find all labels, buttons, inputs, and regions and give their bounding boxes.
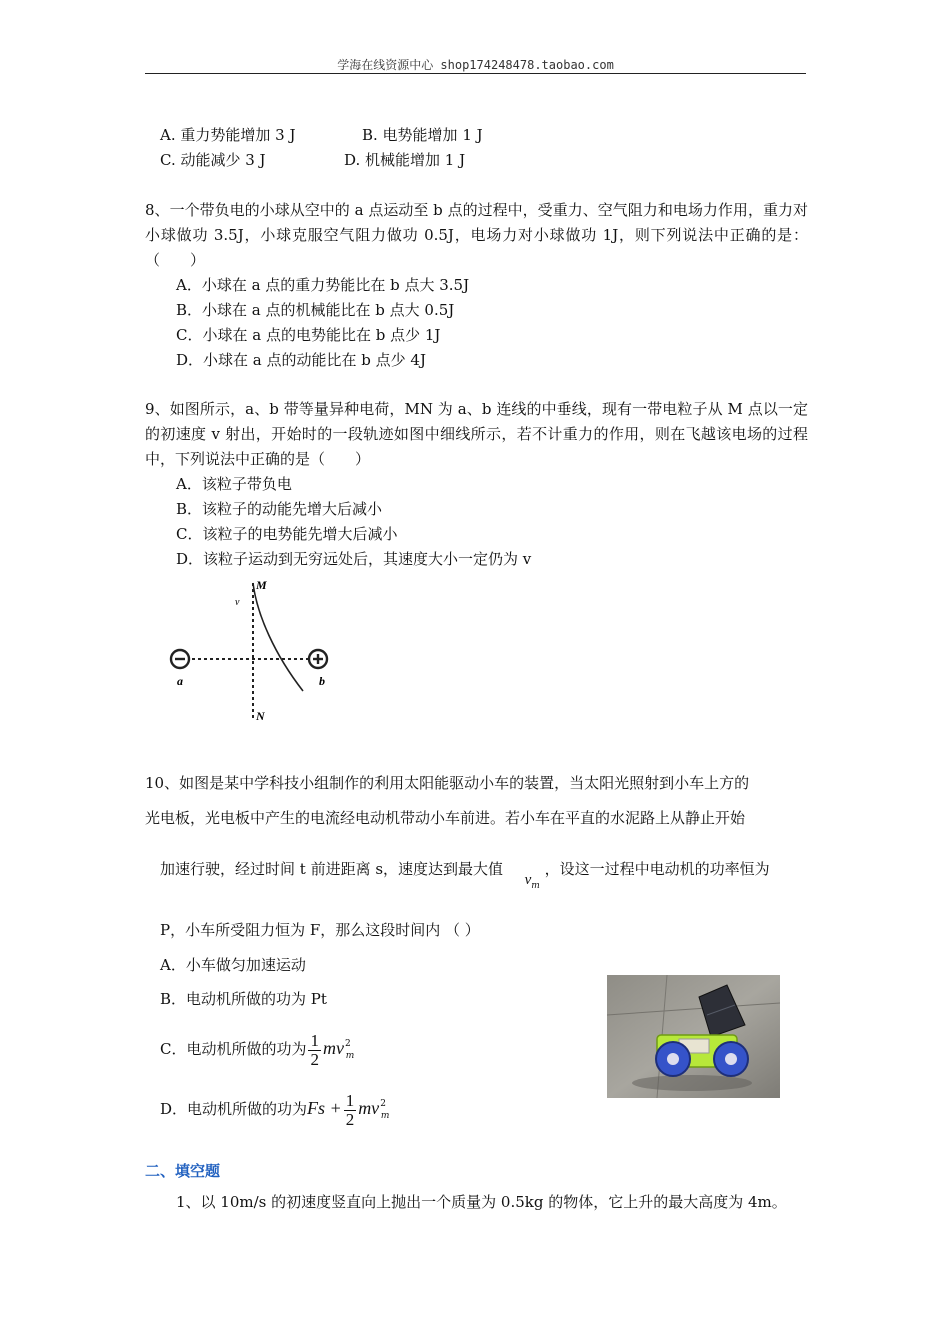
m-subscript: m bbox=[345, 1051, 355, 1061]
q10-option-d-text: D．电动机所做的功为 bbox=[160, 1100, 308, 1118]
q8-stem: 8、一个带负电的小球从空中的 a 点运动至 b 点的过程中，受重力、空气阻力和电场力作用，重力对小球做功 3.5J，小球克服空气阻力做功 0.5J，电场力对小球做功 1J，则下列说法中正确的是：（ ） bbox=[145, 201, 808, 269]
label-b: b bbox=[319, 674, 325, 688]
q7-option-d: D. 机械能增加 1 J bbox=[344, 151, 466, 169]
fs-plus-term: Fs + bbox=[307, 1098, 342, 1118]
particle-trajectory bbox=[253, 583, 303, 691]
label-m: M bbox=[256, 578, 267, 592]
section-title-fill-blank: 二、填空题 bbox=[145, 1162, 221, 1180]
frac-denominator-d: 2 bbox=[345, 1109, 355, 1129]
label-n: N bbox=[256, 709, 265, 723]
q10-option-a: A．小车做匀加速运动 bbox=[160, 956, 306, 974]
frac-numerator-d: 1 bbox=[345, 1090, 355, 1110]
q8-option-b: B．小球在 a 点的机械能比在 b 点大 0.5J bbox=[176, 301, 455, 319]
car-shadow bbox=[632, 1075, 752, 1091]
vm-subscript: m bbox=[531, 881, 540, 891]
q8-option-d: D．小球在 a 点的动能比在 b 点少 4J bbox=[176, 351, 426, 369]
mv-term: mv bbox=[322, 1038, 344, 1058]
m-subscript-d: m bbox=[380, 1111, 390, 1121]
vm-variable: v bbox=[524, 872, 532, 888]
q10-line-3-post: ，设这一过程中电动机的功率恒为 bbox=[544, 860, 770, 878]
q9-option-b: B．该粒子的动能先增大后减小 bbox=[176, 500, 383, 518]
q7-option-c: C. 动能减少 3 J bbox=[160, 151, 266, 169]
q10-line-2: 光电板，光电板中产生的电流经电动机带动小车前进。若小车在平直的水泥路上从静止开始 bbox=[145, 809, 746, 827]
q10-option-d bbox=[160, 1084, 389, 1136]
one-half-fraction bbox=[308, 1032, 321, 1069]
q8-option-a: A．小球在 a 点的重力势能比在 b 点大 3.5J bbox=[176, 276, 470, 294]
q9-option-a: A．该粒子带负电 bbox=[176, 475, 292, 493]
front-wheel-hub bbox=[667, 1053, 679, 1065]
mv-term-d: mv bbox=[358, 1098, 380, 1118]
label-v: v bbox=[235, 597, 240, 608]
page-header: 学海在线资源中心 shop174248478.taobao.com bbox=[337, 58, 614, 72]
q9-option-d: D．该粒子运动到无穷远处后，其速度大小一定仍为 v bbox=[176, 550, 532, 568]
q7-option-a: A. 重力势能增加 3 J bbox=[160, 126, 296, 144]
q9-option-c: C．该粒子的电势能先增大后减小 bbox=[176, 525, 398, 543]
q9-field-diagram bbox=[165, 575, 345, 725]
rear-wheel-hub bbox=[725, 1053, 737, 1065]
q10-option-b: B．电动机所做的功为 Pt bbox=[160, 990, 327, 1008]
q7-option-b: B. 电势能增加 1 J bbox=[362, 126, 483, 144]
fill-blank-q1: 1、以 10m/s 的初速度竖直向上抛出一个质量为 0.5kg 的物体，它上升的最大高度为 4m。 bbox=[176, 1193, 787, 1211]
q10-option-c bbox=[160, 1024, 354, 1076]
solar-car-photo bbox=[607, 975, 780, 1098]
squared-exponent: 2 bbox=[344, 1039, 351, 1049]
frac-numerator: 1 bbox=[310, 1030, 319, 1050]
label-a: a bbox=[177, 674, 183, 688]
one-half-fraction-d bbox=[344, 1092, 357, 1129]
q10-line-3 bbox=[160, 857, 770, 899]
q9-stem: 9、如图所示，a、b 带等量异种电荷，MN 为 a、b 连线的中垂线，现有一带电粒子从 M 点以一定的初速度 v 射出，开始时的一段轨迹如图中细线所示，若不计重力的作用，则在飞越该电场的过程中，下列说法中正确的是（ ） bbox=[145, 400, 808, 468]
q10-line-1: 10、如图是某中学科技小组制作的利用太阳能驱动小车的装置，当太阳光照射到小车上方的 bbox=[145, 774, 750, 792]
q10-option-c-text: C．电动机所做的功为 bbox=[160, 1040, 307, 1058]
q8-option-c: C．小球在 a 点的电势能比在 b 点少 1J bbox=[176, 326, 441, 344]
frac-denominator: 2 bbox=[310, 1049, 319, 1069]
q10-line-3-pre: 加速行驶，经过时间 t 前进距离 s，速度达到最大值 bbox=[160, 860, 504, 878]
q10-line-4: P，小车所受阻力恒为 F，那么这段时间内 （ ） bbox=[160, 921, 480, 939]
squared-exponent-d: 2 bbox=[380, 1099, 386, 1109]
header-divider bbox=[145, 73, 806, 74]
